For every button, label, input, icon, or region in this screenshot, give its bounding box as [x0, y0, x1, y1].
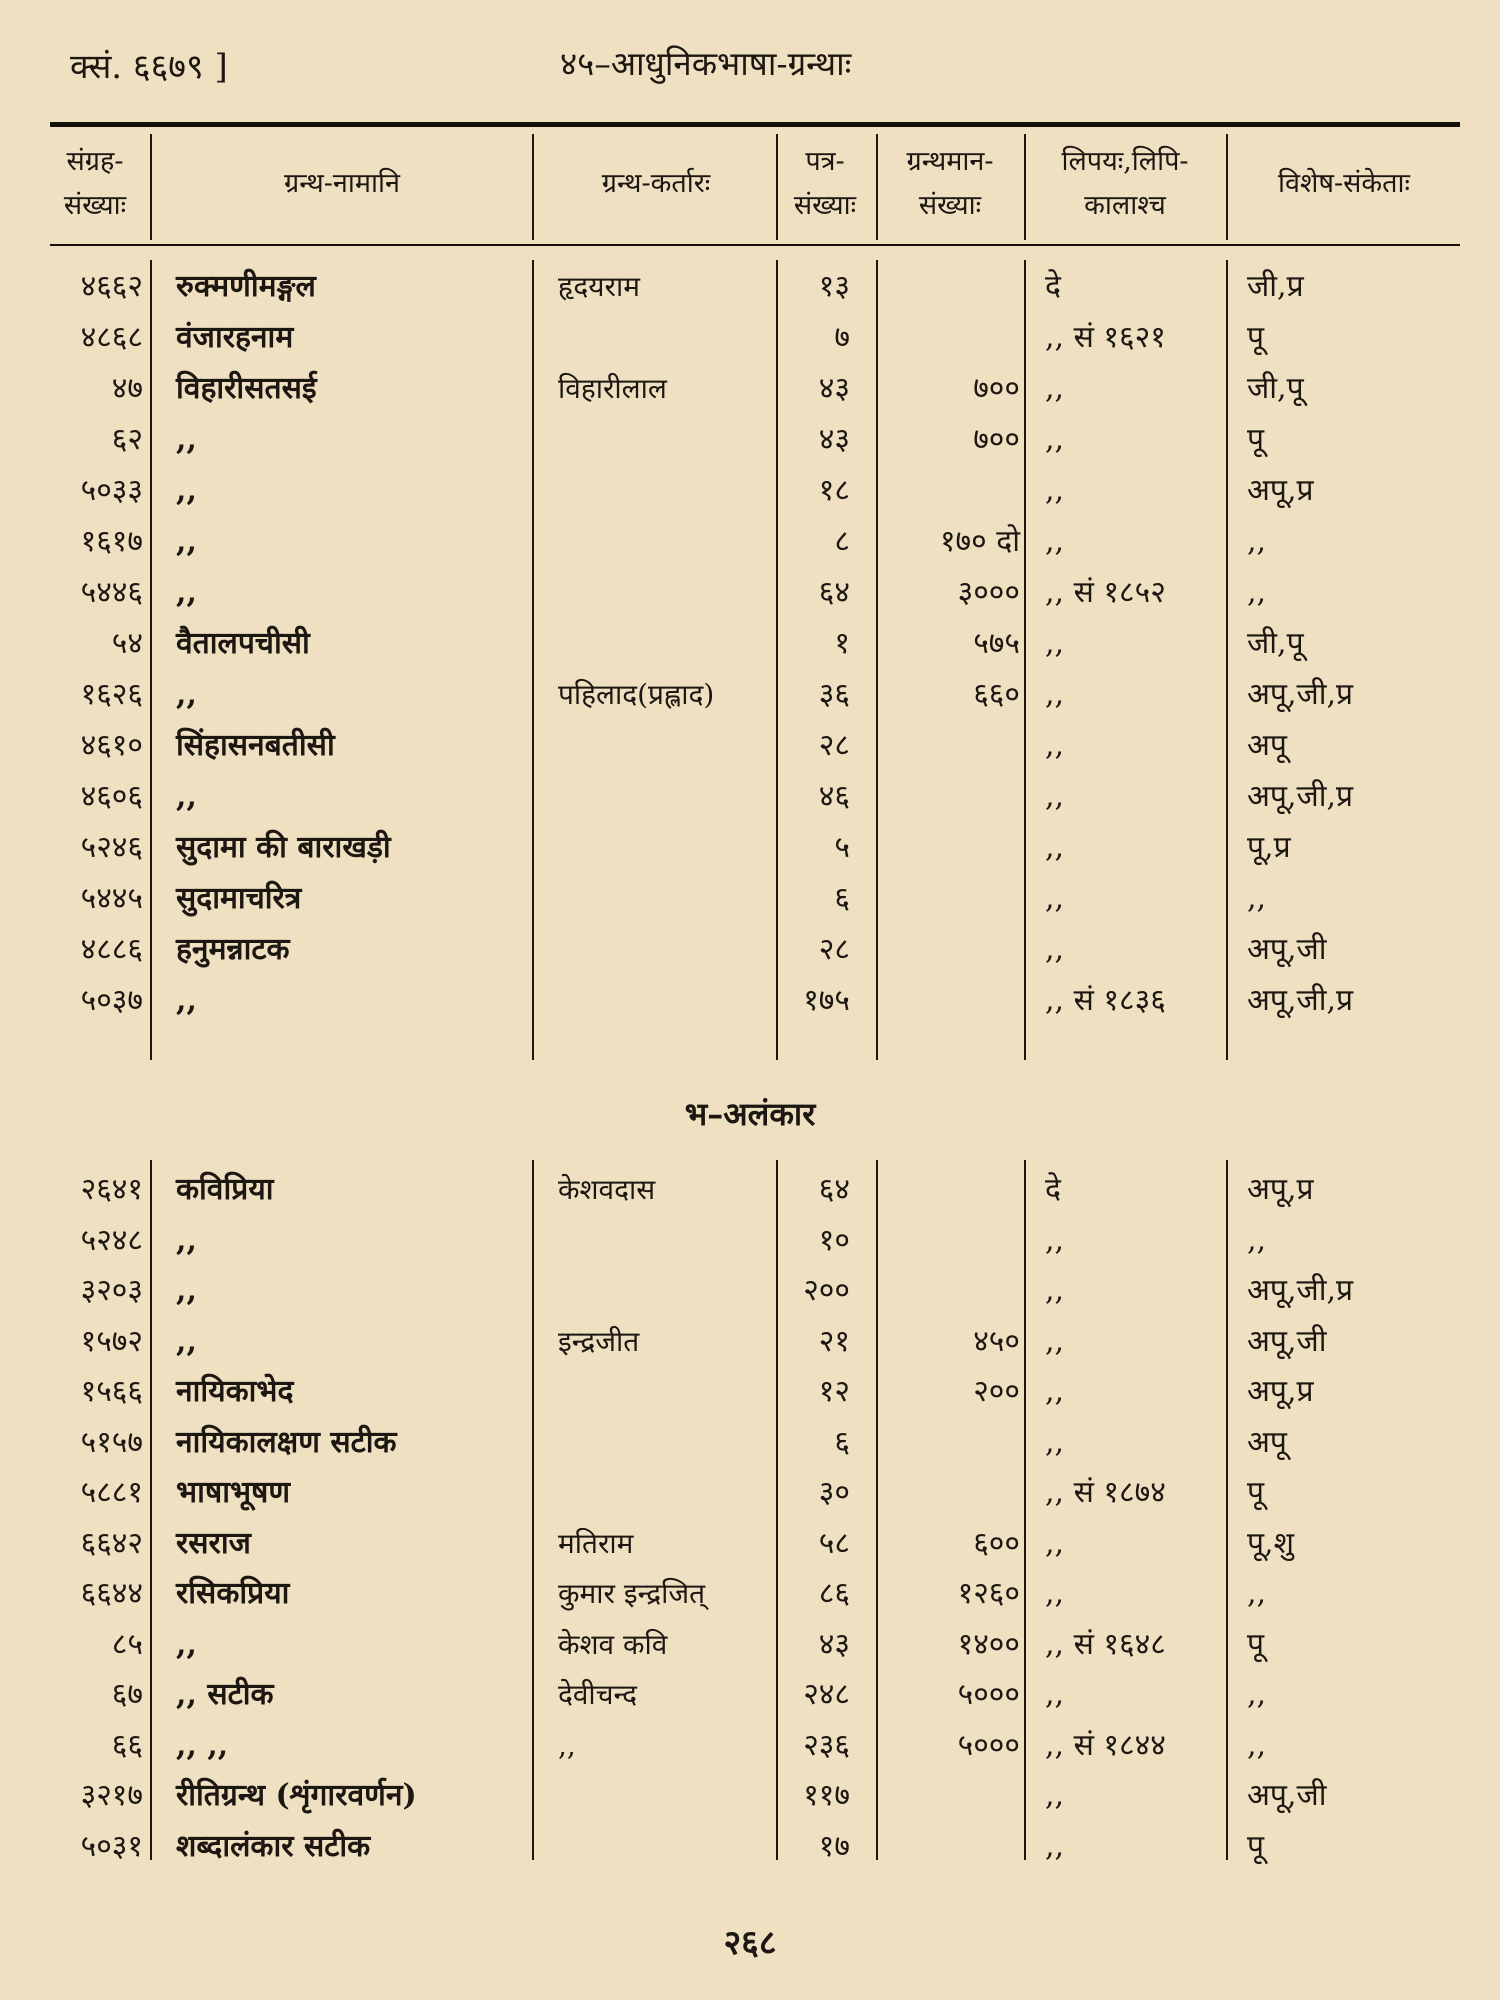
table-row [0, 1569, 1500, 1619]
script-date: ,, सं १८५२ [1045, 575, 1166, 610]
script-date: दे [1045, 269, 1061, 304]
folio-count: ६४ [818, 575, 850, 610]
work-title: ,, [176, 677, 197, 712]
table-row [0, 1266, 1500, 1316]
folio-count: १ [834, 626, 850, 661]
header-rule [50, 244, 1460, 246]
script-date: ,, [1045, 728, 1065, 763]
work-title: भाषाभूषण [176, 1475, 291, 1510]
accession-number: ६६ [111, 1727, 143, 1763]
accession-number: २६४१ [80, 1172, 143, 1207]
table-row [0, 1620, 1500, 1670]
author-name: विहारीलाल [558, 372, 667, 405]
remarks: जी,पू [1247, 626, 1304, 661]
work-title: ,, सटीक [176, 1677, 274, 1712]
folio-count: २८ [818, 728, 850, 763]
folio-count: १० [818, 1222, 850, 1258]
work-title: रीतिग्रन्थ (शृंगारवर्णन) [176, 1778, 417, 1813]
table-row [0, 568, 1500, 618]
folio-count: १७ [818, 1828, 850, 1864]
folio-count: ६४ [818, 1172, 850, 1207]
script-date: ,, [1045, 932, 1065, 967]
folio-count: ७ [834, 320, 850, 355]
work-title: वंजारहनाम [176, 320, 294, 355]
table-row [0, 1519, 1500, 1569]
script-date: ,, सं १८७४ [1045, 1475, 1166, 1510]
extent-count: ५००० [957, 1677, 1020, 1712]
table-row [0, 1670, 1500, 1720]
accession-number: ६२ [111, 422, 143, 457]
folio-count: १३ [818, 269, 850, 304]
script-date: ,, [1045, 779, 1065, 814]
column-headers [0, 126, 1500, 244]
work-title: ,, [176, 1222, 197, 1258]
column-rule [1024, 134, 1026, 240]
remarks: अपू,जी [1247, 1778, 1327, 1813]
work-title: ,, [176, 422, 197, 457]
table-row [0, 313, 1500, 363]
extent-count: ५७५ [973, 626, 1020, 661]
table-row [0, 415, 1500, 465]
column-rule [150, 134, 152, 240]
accession-number: ४८८६ [80, 932, 143, 967]
table-row [0, 1771, 1500, 1821]
remarks: अपू,जी,प्र [1247, 1273, 1354, 1308]
remarks: पू [1247, 422, 1265, 457]
work-title: ,, [176, 779, 197, 814]
accession-number: ६६४२ [80, 1525, 143, 1561]
accession-number: ५२४८ [80, 1222, 143, 1258]
script-date: ,, [1045, 881, 1065, 916]
accession-number: ४८६८ [80, 320, 143, 355]
header-remarks: विशेष-संकेताः [1278, 168, 1410, 199]
column-rule [1226, 134, 1228, 240]
table-row [0, 1317, 1500, 1367]
folio-count: २०० [803, 1273, 850, 1308]
author-name: देवीचन्द [558, 1678, 637, 1711]
table-row [0, 670, 1500, 720]
column-rule [532, 134, 534, 240]
table-row [0, 1165, 1500, 1215]
remarks: जी,पू [1247, 371, 1304, 406]
remarks: अपू,जी,प्र [1247, 779, 1354, 814]
accession-number: ३२०३ [80, 1273, 143, 1308]
script-date: ,, [1045, 1424, 1065, 1460]
author-name: ,, [558, 1728, 576, 1762]
table-row [0, 466, 1500, 516]
work-title: ,, [176, 575, 197, 610]
folio-count: ३० [818, 1475, 850, 1510]
remarks: पू [1247, 1828, 1265, 1864]
extent-count: २०० [973, 1374, 1020, 1409]
accession-number: ४६१० [80, 728, 143, 763]
table-row [0, 517, 1500, 567]
folio-count: ३६ [818, 677, 850, 712]
accession-number: ३२१७ [80, 1778, 143, 1813]
remarks: पू,प्र [1247, 830, 1291, 865]
script-date: ,, [1045, 1323, 1065, 1359]
header-extent: ग्रन्थमान- संख्याः [906, 146, 994, 221]
remarks: पू,शु [1247, 1525, 1294, 1561]
table-row [0, 1468, 1500, 1518]
work-title: ,, ,, [176, 1727, 229, 1763]
work-title: नायिकाभेद [176, 1374, 294, 1409]
remarks: जी,प्र [1247, 269, 1304, 304]
folio-count: ११७ [803, 1778, 850, 1813]
work-title: नायिकालक्षण सटीक [176, 1424, 397, 1460]
author-name: कुमार इन्द्रजित् [558, 1577, 706, 1610]
extent-count: १७० दो [939, 524, 1020, 559]
script-date: ,, [1045, 1677, 1065, 1712]
script-date: ,, [1045, 524, 1065, 559]
accession-number: १५७२ [80, 1323, 143, 1359]
extent-count: ४५० [973, 1323, 1020, 1359]
work-title: ,, [176, 473, 197, 508]
work-title: रसिकप्रिया [176, 1576, 290, 1611]
accession-number: ५०३३ [80, 473, 143, 508]
remarks: ,, [1247, 1222, 1267, 1258]
author-name: हृदयराम [558, 270, 640, 303]
remarks: अपू [1247, 1424, 1287, 1460]
remarks: पू [1247, 320, 1265, 355]
accession-number: १६१७ [80, 524, 143, 559]
accession-number: ६७ [111, 1677, 143, 1712]
script-date: ,, [1045, 1778, 1065, 1813]
accession-number: १६२६ [80, 677, 143, 712]
table-row [0, 976, 1500, 1026]
remarks: अपू,जी [1247, 1323, 1327, 1359]
folio-count: ५८ [818, 1525, 850, 1561]
table-row [0, 772, 1500, 822]
header-folios: पत्र- संख्याः [793, 146, 857, 221]
work-title: हनुमन्नाटक [176, 932, 290, 967]
table-row [0, 1367, 1500, 1417]
accession-number: ५०३१ [80, 1828, 143, 1864]
accession-number: ५२४६ [80, 830, 143, 865]
accession-number: ५०३७ [80, 983, 143, 1018]
folio-count: ८ [834, 524, 850, 559]
remarks: अपू [1247, 728, 1287, 763]
table-row [0, 1418, 1500, 1468]
remarks: अपू,प्र [1247, 473, 1314, 508]
folio-count: १२ [818, 1374, 850, 1409]
script-date: ,, [1045, 677, 1065, 712]
author-name: पहिलाद(प्रह्लाद) [558, 678, 715, 711]
accession-number: ५४४६ [80, 575, 143, 610]
accession-number: ५४ [111, 626, 143, 661]
script-date: ,, [1045, 1828, 1065, 1864]
extent-count: १२६० [957, 1576, 1020, 1611]
column-rule [876, 134, 878, 240]
author-name: केशव कवि [558, 1627, 668, 1661]
accession-number: ५४४५ [80, 881, 143, 916]
author-name: इन्द्रजीत [558, 1324, 640, 1358]
script-date: ,, [1045, 1525, 1065, 1561]
script-date: ,, [1045, 1576, 1065, 1611]
page-title: ४५–आधुनिकभाषा-ग्रन्थाः [560, 44, 852, 83]
folio-count: १८ [818, 473, 850, 508]
accession-number: ४६०६ [80, 779, 143, 814]
folio-count: ४३ [818, 422, 850, 457]
accession-number: ४७ [111, 371, 143, 406]
running-reference: क्सं. ६६७९ ] [70, 47, 228, 87]
accession-number: ४६६२ [80, 269, 143, 304]
folio-count: २४८ [803, 1677, 850, 1712]
folio-count: २८ [818, 932, 850, 967]
work-title: कविप्रिया [176, 1172, 274, 1207]
header-accession: संग्रह- संख्याः [63, 146, 127, 221]
accession-number: ५१५७ [80, 1424, 143, 1460]
table-row [0, 874, 1500, 924]
script-date: ,, [1045, 473, 1065, 508]
script-date: ,, [1045, 626, 1065, 661]
folio-count: ४३ [818, 1626, 850, 1662]
remarks: ,, [1247, 575, 1267, 610]
folio-count: ५ [834, 830, 850, 865]
extent-count: ६६० [973, 677, 1020, 712]
remarks: अपू,जी [1247, 932, 1327, 967]
work-title: ,, [176, 983, 197, 1018]
table-row [0, 1822, 1500, 1872]
work-title: रुक्मणीमङ्गल [176, 269, 316, 304]
remarks: ,, [1247, 881, 1267, 916]
folio-count: १७५ [803, 983, 850, 1018]
extent-count: १४०० [957, 1626, 1020, 1662]
script-date: ,, [1045, 1374, 1065, 1409]
table-row [0, 925, 1500, 975]
extent-count: ५००० [957, 1727, 1020, 1763]
work-title: ,, [176, 1626, 197, 1662]
extent-count: ७०० [973, 422, 1020, 457]
table-row [0, 364, 1500, 414]
folio-count: ६ [834, 881, 850, 916]
script-date: ,, [1045, 1273, 1065, 1308]
work-title: ,, [176, 524, 197, 559]
script-date: ,, सं १८३६ [1045, 983, 1166, 1018]
remarks: ,, [1247, 1576, 1267, 1611]
extent-count: ३००० [957, 575, 1020, 610]
work-title: रसराज [176, 1525, 251, 1561]
remarks: अपू,प्र [1247, 1172, 1314, 1207]
accession-number: ८५ [111, 1626, 143, 1662]
remarks: पू [1247, 1626, 1265, 1662]
remarks: पू [1247, 1475, 1265, 1510]
work-title: विहारीसतसई [176, 371, 317, 406]
accession-number: ६६४४ [80, 1576, 143, 1611]
work-title: सुदामा की बाराखड़ी [176, 830, 391, 865]
table-row [0, 721, 1500, 771]
script-date: ,, [1045, 1222, 1065, 1258]
remarks: ,, [1247, 524, 1267, 559]
work-title: वैतालपचीसी [176, 626, 310, 661]
work-title: सिंहासनबतीसी [176, 728, 335, 763]
remarks: अपू,जी,प्र [1247, 677, 1354, 712]
folio-count: ४३ [818, 371, 850, 406]
folio-count: २१ [818, 1323, 850, 1359]
header-title: ग्रन्थ-नामानि [284, 168, 400, 199]
page-number: २६८ [723, 1923, 777, 1963]
script-date: ,, सं १६४८ [1045, 1626, 1166, 1662]
work-title: ,, [176, 1273, 197, 1308]
folio-count: ६ [834, 1424, 850, 1460]
script-date: ,, सं १८४४ [1045, 1727, 1166, 1763]
header-script: लिपयः,लिपि- कालाश्च [1061, 146, 1189, 221]
remarks: अपू,प्र [1247, 1374, 1314, 1409]
folio-count: ४६ [818, 779, 850, 814]
accession-number: १५६६ [80, 1374, 143, 1409]
table-row [0, 1216, 1500, 1266]
header-author: ग्रन्थ-कर्तारः [601, 168, 711, 199]
script-date: ,, [1045, 371, 1065, 406]
script-date: ,, [1045, 422, 1065, 457]
folio-count: ८६ [818, 1576, 850, 1611]
remarks: ,, [1247, 1727, 1267, 1763]
extent-count: ६०० [973, 1525, 1020, 1561]
folio-count: २३६ [803, 1727, 850, 1763]
table-row [0, 1721, 1500, 1771]
author-name: मतिराम [558, 1526, 634, 1560]
script-date: दे [1045, 1172, 1061, 1207]
extent-count: ७०० [973, 371, 1020, 406]
work-title: ,, [176, 1323, 197, 1359]
remarks: ,, [1247, 1677, 1267, 1712]
column-rule [776, 134, 778, 240]
table-row [0, 262, 1500, 312]
accession-number: ५८८१ [80, 1475, 143, 1510]
work-title: सुदामाचरित्र [176, 881, 302, 916]
work-title: शब्दालंकार सटीक [176, 1828, 371, 1864]
remarks: अपू,जी,प्र [1247, 983, 1354, 1018]
table-row [0, 823, 1500, 873]
author-name: केशवदास [558, 1173, 656, 1206]
subsection-title: भ–अलंकार [684, 1095, 816, 1133]
script-date: ,, सं १६२१ [1045, 320, 1166, 355]
table-row [0, 619, 1500, 669]
script-date: ,, [1045, 830, 1065, 865]
